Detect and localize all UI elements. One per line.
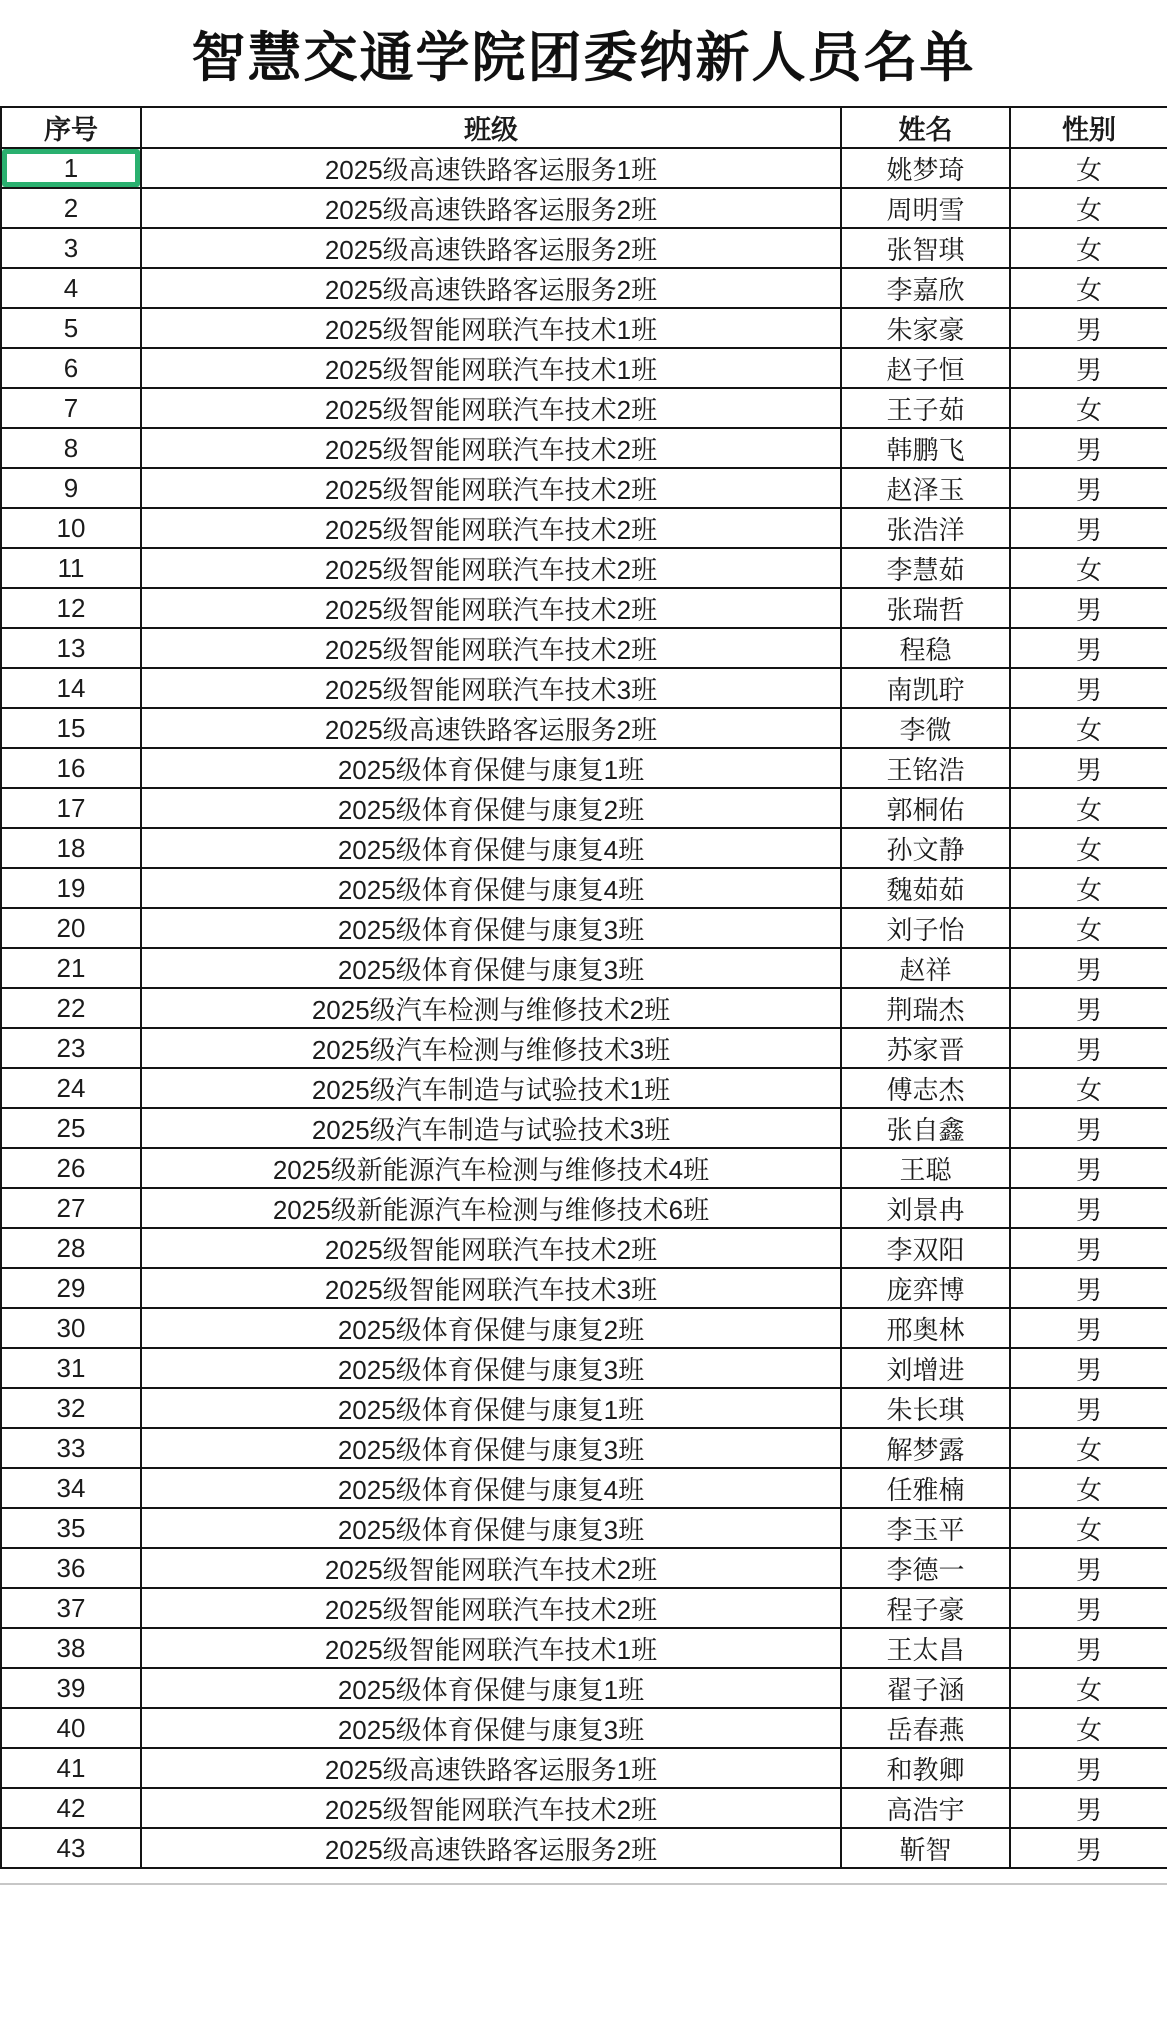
- cell-gender[interactable]: 女: [1010, 1468, 1167, 1508]
- table-row: [1, 388, 1167, 428]
- cell-index[interactable]: 27: [1, 1188, 141, 1228]
- cell-gender[interactable]: 女: [1010, 548, 1167, 588]
- cell-index[interactable]: 31: [1, 1348, 141, 1388]
- col-header-name[interactable]: 姓名: [841, 107, 1010, 148]
- cell-gender[interactable]: 男: [1010, 588, 1167, 628]
- cell-gender[interactable]: 男: [1010, 348, 1167, 388]
- cell-name[interactable]: 邢奥林: [841, 1308, 1010, 1348]
- table-row: [1, 1188, 1167, 1228]
- table-row: [1, 1308, 1167, 1348]
- cell-index[interactable]: 28: [1, 1228, 141, 1268]
- cell-class[interactable]: 2025级体育保健与康复2班: [141, 1308, 841, 1348]
- cell-index[interactable]: 34: [1, 1468, 141, 1508]
- cell-name[interactable]: 张智琪: [841, 228, 1010, 268]
- cell-gender[interactable]: 女: [1010, 788, 1167, 828]
- cell-name[interactable]: 程稳: [841, 628, 1010, 668]
- table-row: [1, 1148, 1167, 1188]
- cell-gender[interactable]: 女: [1010, 828, 1167, 868]
- cell-name[interactable]: 刘增进: [841, 1348, 1010, 1388]
- cell-class[interactable]: 2025级智能网联汽车技术2班: [141, 388, 841, 428]
- table-row: [1, 228, 1167, 268]
- cell-name[interactable]: 周明雪: [841, 188, 1010, 228]
- cell-gender[interactable]: 女: [1010, 268, 1167, 308]
- cell-name[interactable]: 傅志杰: [841, 1068, 1010, 1108]
- table-row: [1, 828, 1167, 868]
- cell-gender[interactable]: 男: [1010, 1388, 1167, 1428]
- table-row: [1, 1108, 1167, 1148]
- cell-gender[interactable]: 女: [1010, 1068, 1167, 1108]
- cell-class[interactable]: 2025级高速铁路客运服务2班: [141, 708, 841, 748]
- cell-class[interactable]: 2025级智能网联汽车技术1班: [141, 1628, 841, 1668]
- cell-name[interactable]: 南凯聍: [841, 668, 1010, 708]
- cell-class[interactable]: 2025级高速铁路客运服务2班: [141, 268, 841, 308]
- cell-name[interactable]: 刘景冉: [841, 1188, 1010, 1228]
- partial-gridline: [0, 1883, 1167, 1885]
- cell-class[interactable]: 2025级体育保健与康复3班: [141, 1508, 841, 1548]
- cell-name[interactable]: 朱家豪: [841, 308, 1010, 348]
- cell-name[interactable]: 赵祥: [841, 948, 1010, 988]
- table-row: [1, 148, 1167, 188]
- cell-class[interactable]: 2025级高速铁路客运服务2班: [141, 188, 841, 228]
- cell-gender[interactable]: 女: [1010, 708, 1167, 748]
- cell-gender[interactable]: 男: [1010, 1268, 1167, 1308]
- cell-name[interactable]: 刘子怡: [841, 908, 1010, 948]
- cell-gender[interactable]: 男: [1010, 988, 1167, 1028]
- cell-gender[interactable]: 女: [1010, 1668, 1167, 1708]
- cell-name[interactable]: 王铭浩: [841, 748, 1010, 788]
- cell-index[interactable]: 13: [1, 628, 141, 668]
- cell-name[interactable]: 赵泽玉: [841, 468, 1010, 508]
- cell-name[interactable]: 赵子恒: [841, 348, 1010, 388]
- cell-gender[interactable]: 男: [1010, 628, 1167, 668]
- cell-index[interactable]: 41: [1, 1748, 141, 1788]
- table-row: [1, 1748, 1167, 1788]
- cell-name[interactable]: 韩鹏飞: [841, 428, 1010, 468]
- cell-index[interactable]: 43: [1, 1828, 141, 1868]
- cell-index[interactable]: 37: [1, 1588, 141, 1628]
- table-row: [1, 588, 1167, 628]
- cell-index[interactable]: 36: [1, 1548, 141, 1588]
- page-title: 智慧交通学院团委纳新人员名单: [191, 27, 976, 88]
- cell-name[interactable]: 高浩宇: [841, 1788, 1010, 1828]
- cell-index[interactable]: 15: [1, 708, 141, 748]
- cell-gender[interactable]: 女: [1010, 228, 1167, 268]
- cell-index[interactable]: 29: [1, 1268, 141, 1308]
- cell-index[interactable]: 7: [1, 388, 141, 428]
- table-row: [1, 788, 1167, 828]
- table-row: [1, 948, 1167, 988]
- cell-class[interactable]: 2025级智能网联汽车技术2班: [141, 628, 841, 668]
- table-row: [1, 1348, 1167, 1388]
- cell-name[interactable]: 任雅楠: [841, 1468, 1010, 1508]
- cell-name[interactable]: 和教卿: [841, 1748, 1010, 1788]
- cell-name[interactable]: 李嘉欣: [841, 268, 1010, 308]
- cell-name[interactable]: 朱长琪: [841, 1388, 1010, 1428]
- cell-gender[interactable]: 男: [1010, 508, 1167, 548]
- cell-index[interactable]: 12: [1, 588, 141, 628]
- cell-class[interactable]: 2025级体育保健与康复4班: [141, 1468, 841, 1508]
- cell-class[interactable]: 2025级高速铁路客运服务2班: [141, 1828, 841, 1868]
- cell-name[interactable]: 荆瑞杰: [841, 988, 1010, 1028]
- cell-name[interactable]: 张自鑫: [841, 1108, 1010, 1148]
- cell-index[interactable]: 10: [1, 508, 141, 548]
- cell-index[interactable]: 9: [1, 468, 141, 508]
- cell-gender[interactable]: 男: [1010, 1308, 1167, 1348]
- cell-name[interactable]: 郭桐佑: [841, 788, 1010, 828]
- table-row: [1, 1588, 1167, 1628]
- cell-gender[interactable]: 女: [1010, 188, 1167, 228]
- cell-class[interactable]: 2025级智能网联汽车技术2班: [141, 428, 841, 468]
- table-row: [1, 1828, 1167, 1868]
- cell-index[interactable]: 5: [1, 308, 141, 348]
- cell-gender[interactable]: 女: [1010, 1708, 1167, 1748]
- cell-index[interactable]: 21: [1, 948, 141, 988]
- table-row: [1, 1668, 1167, 1708]
- cell-class[interactable]: 2025级汽车检测与维修技术2班: [141, 988, 841, 1028]
- cell-gender[interactable]: 女: [1010, 1508, 1167, 1548]
- cell-index[interactable]: 22: [1, 988, 141, 1028]
- cell-name[interactable]: 孙文静: [841, 828, 1010, 868]
- cell-gender[interactable]: 男: [1010, 668, 1167, 708]
- cell-class[interactable]: 2025级智能网联汽车技术3班: [141, 668, 841, 708]
- title-bar: [0, 0, 1167, 106]
- cell-index[interactable]: 33: [1, 1428, 141, 1468]
- cell-name[interactable]: 王聪: [841, 1148, 1010, 1188]
- col-header-index[interactable]: 序号: [1, 107, 141, 148]
- cell-index[interactable]: 18: [1, 828, 141, 868]
- cell-index[interactable]: 20: [1, 908, 141, 948]
- cell-gender[interactable]: 男: [1010, 1588, 1167, 1628]
- cell-class[interactable]: 2025级体育保健与康复3班: [141, 1708, 841, 1748]
- cell-gender[interactable]: 男: [1010, 1748, 1167, 1788]
- table-row: [1, 188, 1167, 228]
- cell-index[interactable]: 25: [1, 1108, 141, 1148]
- cell-name[interactable]: 李玉平: [841, 1508, 1010, 1548]
- cell-name[interactable]: 岳春燕: [841, 1708, 1010, 1748]
- cell-class[interactable]: 2025级智能网联汽车技术2班: [141, 508, 841, 548]
- table-row: [1, 308, 1167, 348]
- cell-class[interactable]: 2025级智能网联汽车技术1班: [141, 348, 841, 388]
- table-row: [1, 1548, 1167, 1588]
- table-row: [1, 1388, 1167, 1428]
- col-header-gender[interactable]: 性别: [1010, 107, 1167, 148]
- table-row: [1, 908, 1167, 948]
- cell-name[interactable]: 魏茹茹: [841, 868, 1010, 908]
- cell-name[interactable]: 王子茹: [841, 388, 1010, 428]
- cell-class[interactable]: 2025级体育保健与康复1班: [141, 1388, 841, 1428]
- cell-gender[interactable]: 男: [1010, 1188, 1167, 1228]
- cell-class[interactable]: 2025级智能网联汽车技术2班: [141, 548, 841, 588]
- cell-class[interactable]: 2025级体育保健与康复3班: [141, 1348, 841, 1388]
- table-row: [1, 868, 1167, 908]
- cell-class[interactable]: 2025级体育保健与康复3班: [141, 948, 841, 988]
- cell-name[interactable]: 李双阳: [841, 1228, 1010, 1268]
- cell-index[interactable]: 11: [1, 548, 141, 588]
- cell-name[interactable]: 程子豪: [841, 1588, 1010, 1628]
- table-header-row: [1, 107, 1167, 148]
- cell-index[interactable]: 32: [1, 1388, 141, 1428]
- cell-name[interactable]: 张浩洋: [841, 508, 1010, 548]
- cell-name[interactable]: 李德一: [841, 1548, 1010, 1588]
- cell-class[interactable]: 2025级智能网联汽车技术3班: [141, 1268, 841, 1308]
- table-body: [1, 148, 1167, 1868]
- cell-index[interactable]: 24: [1, 1068, 141, 1108]
- cell-index[interactable]: 30: [1, 1308, 141, 1348]
- cell-gender[interactable]: 男: [1010, 1348, 1167, 1388]
- table-row: [1, 1708, 1167, 1748]
- cell-class[interactable]: 2025级汽车制造与试验技术3班: [141, 1108, 841, 1148]
- cell-index[interactable]: 42: [1, 1788, 141, 1828]
- table-row: [1, 1628, 1167, 1668]
- cell-index[interactable]: 16: [1, 748, 141, 788]
- cell-class[interactable]: 2025级智能网联汽车技术2班: [141, 1548, 841, 1588]
- table-row: [1, 1428, 1167, 1468]
- cell-class[interactable]: 2025级体育保健与康复4班: [141, 868, 841, 908]
- cell-index[interactable]: 6: [1, 348, 141, 388]
- cell-index[interactable]: 3: [1, 228, 141, 268]
- cell-class[interactable]: 2025级高速铁路客运服务1班: [141, 1748, 841, 1788]
- cell-index[interactable]: 35: [1, 1508, 141, 1548]
- table-row: [1, 1228, 1167, 1268]
- cell-gender[interactable]: 男: [1010, 428, 1167, 468]
- cell-index[interactable]: 2: [1, 188, 141, 228]
- cell-name[interactable]: 李慧茹: [841, 548, 1010, 588]
- cell-index[interactable]: 17: [1, 788, 141, 828]
- table-row: [1, 348, 1167, 388]
- recruit-table: [0, 106, 1167, 1869]
- table-row: [1, 1508, 1167, 1548]
- table-row: [1, 468, 1167, 508]
- cell-class[interactable]: 2025级体育保健与康复1班: [141, 748, 841, 788]
- cell-gender[interactable]: 男: [1010, 308, 1167, 348]
- cell-class[interactable]: 2025级体育保健与康复2班: [141, 788, 841, 828]
- cell-gender[interactable]: 男: [1010, 1548, 1167, 1588]
- cell-class[interactable]: 2025级新能源汽车检测与维修技术6班: [141, 1188, 841, 1228]
- cell-index[interactable]: 38: [1, 1628, 141, 1668]
- cell-name[interactable]: 苏家晋: [841, 1028, 1010, 1068]
- table-row: [1, 268, 1167, 308]
- cell-index[interactable]: 39: [1, 1668, 141, 1708]
- cell-class[interactable]: 2025级体育保健与康复3班: [141, 908, 841, 948]
- cell-class[interactable]: 2025级智能网联汽车技术2班: [141, 468, 841, 508]
- cell-gender[interactable]: 男: [1010, 1148, 1167, 1188]
- cell-class[interactable]: 2025级智能网联汽车技术2班: [141, 1228, 841, 1268]
- table-row: [1, 1068, 1167, 1108]
- cell-gender[interactable]: 男: [1010, 748, 1167, 788]
- cell-name[interactable]: 王太昌: [841, 1628, 1010, 1668]
- cell-name[interactable]: 张瑞哲: [841, 588, 1010, 628]
- cell-name[interactable]: 庞弈博: [841, 1268, 1010, 1308]
- cell-gender[interactable]: 男: [1010, 1108, 1167, 1148]
- cell-gender[interactable]: 男: [1010, 1228, 1167, 1268]
- table-row: [1, 708, 1167, 748]
- table-row: [1, 548, 1167, 588]
- cell-class[interactable]: 2025级体育保健与康复1班: [141, 1668, 841, 1708]
- cell-gender[interactable]: 女: [1010, 868, 1167, 908]
- cell-class[interactable]: 2025级智能网联汽车技术2班: [141, 1588, 841, 1628]
- table-row: [1, 1028, 1167, 1068]
- cell-gender[interactable]: 男: [1010, 1788, 1167, 1828]
- cell-name[interactable]: 靳智: [841, 1828, 1010, 1868]
- cell-name[interactable]: 解梦露: [841, 1428, 1010, 1468]
- table-row: [1, 1468, 1167, 1508]
- cell-index[interactable]: 40: [1, 1708, 141, 1748]
- cell-gender[interactable]: 男: [1010, 948, 1167, 988]
- table-row: [1, 1268, 1167, 1308]
- cell-index[interactable]: 26: [1, 1148, 141, 1188]
- cell-name[interactable]: 姚梦琦: [841, 148, 1010, 188]
- cell-gender[interactable]: 男: [1010, 468, 1167, 508]
- cell-gender[interactable]: 女: [1010, 148, 1167, 188]
- table-row: [1, 428, 1167, 468]
- cell-index[interactable]: 23: [1, 1028, 141, 1068]
- cell-class[interactable]: 2025级体育保健与康复4班: [141, 828, 841, 868]
- cell-class[interactable]: 2025级智能网联汽车技术1班: [141, 308, 841, 348]
- table-row: [1, 628, 1167, 668]
- cell-class[interactable]: 2025级体育保健与康复3班: [141, 1428, 841, 1468]
- col-header-class[interactable]: 班级: [141, 107, 841, 148]
- cell-index[interactable]: 19: [1, 868, 141, 908]
- table-row: [1, 748, 1167, 788]
- table-row: [1, 1788, 1167, 1828]
- cell-class[interactable]: 2025级智能网联汽车技术2班: [141, 1788, 841, 1828]
- cell-gender[interactable]: 女: [1010, 1428, 1167, 1468]
- cell-index[interactable]: 4: [1, 268, 141, 308]
- cell-index-selected[interactable]: 1: [1, 148, 141, 188]
- cell-class[interactable]: 2025级高速铁路客运服务1班: [141, 148, 841, 188]
- cell-class[interactable]: 2025级汽车制造与试验技术1班: [141, 1068, 841, 1108]
- cell-name[interactable]: 李微: [841, 708, 1010, 748]
- cell-gender[interactable]: 女: [1010, 908, 1167, 948]
- cell-class[interactable]: 2025级智能网联汽车技术2班: [141, 588, 841, 628]
- cell-index[interactable]: 14: [1, 668, 141, 708]
- cell-class[interactable]: 2025级新能源汽车检测与维修技术4班: [141, 1148, 841, 1188]
- table-row: [1, 988, 1167, 1028]
- cell-class[interactable]: 2025级汽车检测与维修技术3班: [141, 1028, 841, 1068]
- table-row: [1, 508, 1167, 548]
- cell-gender[interactable]: 女: [1010, 388, 1167, 428]
- cell-class[interactable]: 2025级高速铁路客运服务2班: [141, 228, 841, 268]
- table-row: [1, 668, 1167, 708]
- cell-gender[interactable]: 男: [1010, 1828, 1167, 1868]
- cell-index[interactable]: 8: [1, 428, 141, 468]
- cell-gender[interactable]: 男: [1010, 1028, 1167, 1068]
- cell-name[interactable]: 翟子涵: [841, 1668, 1010, 1708]
- cell-gender[interactable]: 男: [1010, 1628, 1167, 1668]
